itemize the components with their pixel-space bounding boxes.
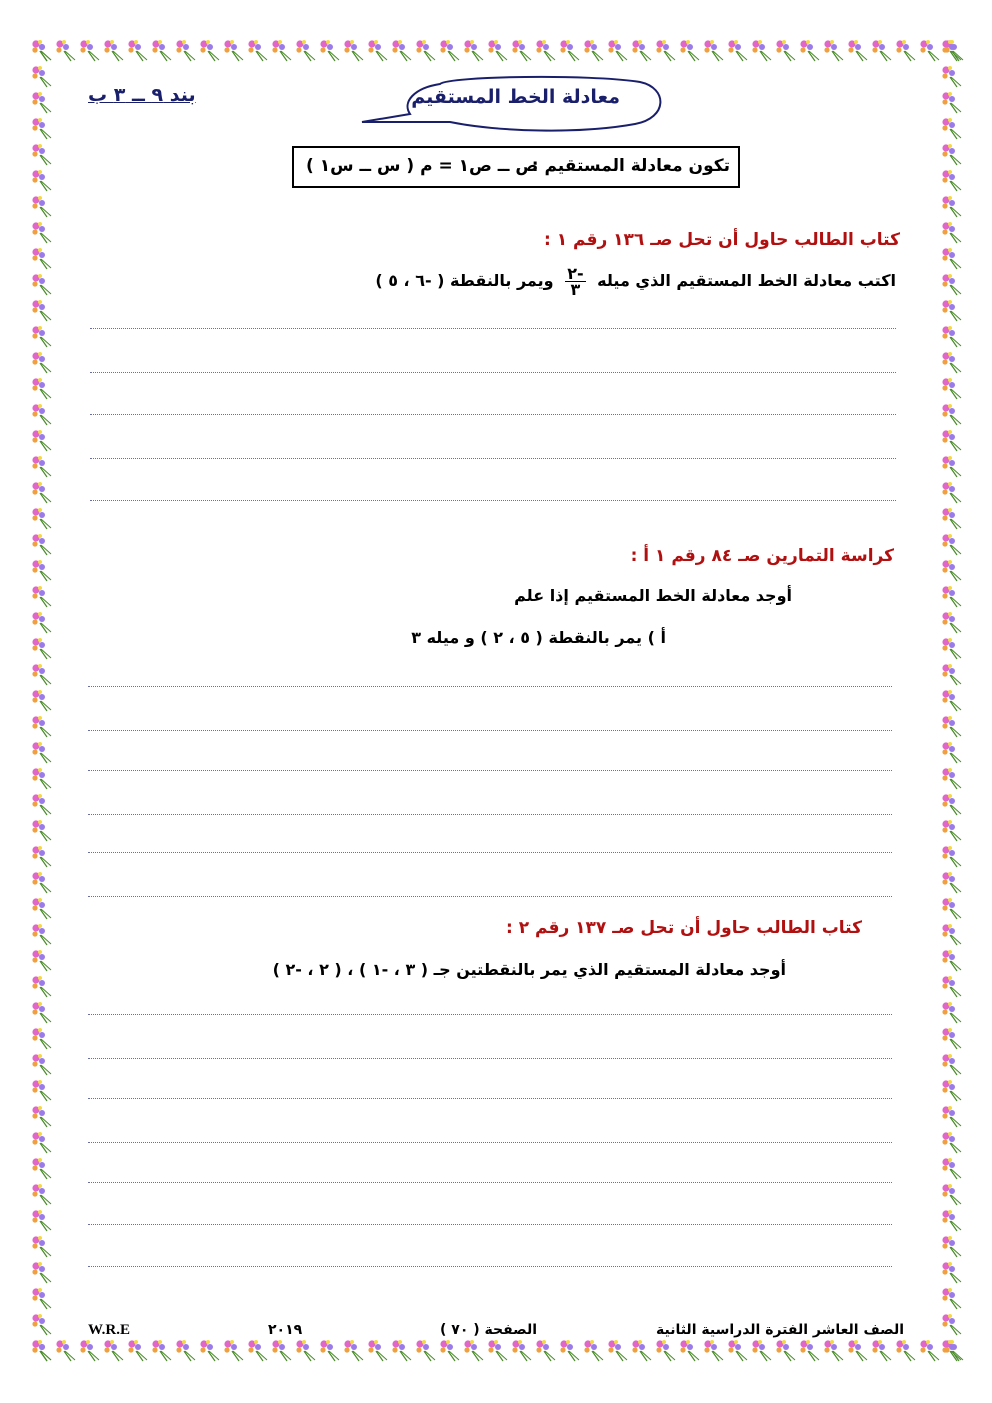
exercise-1-prompt <box>375 266 896 297</box>
answer-line <box>90 500 896 501</box>
answer-line <box>90 458 896 459</box>
answer-line <box>90 328 896 329</box>
footer-year: ٢٠١٩ <box>268 1322 303 1338</box>
border-left <box>28 38 54 1364</box>
exercise-2-prompt: أوجد معادلة الخط المستقيم إذا علم <box>514 586 792 605</box>
answer-line <box>90 372 896 373</box>
answer-line <box>88 1142 892 1143</box>
formula-label: تكون معادلة المستقيم : <box>531 156 730 176</box>
answer-line <box>88 686 892 687</box>
footer-page-number: الصفحة ( ٧٠ ) <box>440 1322 538 1338</box>
exercise-2-item-a: أ ) يمر بالنقطة ( ٥ ، ٢ ) و ميله ٣ <box>411 628 666 647</box>
slope-numerator: -٢ <box>567 264 584 283</box>
footer-author: W.R.E <box>88 1322 130 1338</box>
exercise-1-prompt-end: ويمر بالنقطة ( -٦ ، ٥ ) <box>375 271 554 290</box>
section-reference: بند ٩ ــ ٣ ب <box>88 84 196 106</box>
answer-line <box>88 1266 892 1267</box>
page-title: معادلة الخط المستقيم <box>411 86 620 108</box>
border-top <box>28 38 964 64</box>
exercise-2-heading: كراسة التمارين صـ ٨٤ رقم ١ أ : <box>630 546 894 566</box>
answer-line <box>88 1014 892 1015</box>
slope-fraction <box>565 266 585 297</box>
answer-line <box>88 852 892 853</box>
answer-line <box>88 1224 892 1225</box>
formula-expression: ص ــ ص١ = م ( س ــ س١ ) <box>306 156 539 176</box>
exercise-1-prompt-start: اكتب معادلة الخط المستقيم الذي ميله <box>597 271 896 290</box>
answer-line <box>88 814 892 815</box>
answer-line <box>88 1182 892 1183</box>
exercise-3-heading: كتاب الطالب حاول أن تحل صـ ١٣٧ رقم ٢ : <box>505 918 862 938</box>
answer-line <box>88 770 892 771</box>
answer-line <box>88 1058 892 1059</box>
slope-denominator: ٣ <box>570 280 581 299</box>
answer-line <box>88 896 892 897</box>
exercise-1-heading: كتاب الطالب حاول أن تحل صـ ١٣٦ رقم ١ : <box>543 230 900 250</box>
answer-line <box>90 414 896 415</box>
answer-line <box>88 730 892 731</box>
exercise-3-prompt: أوجد معادلة المستقيم الذي يمر بالنقطتين جـ ( ٣ ، -١ ) ، ( ٢ ، -٢ ) <box>272 960 786 979</box>
border-bottom <box>28 1338 964 1364</box>
border-right <box>938 38 964 1364</box>
answer-line <box>88 1098 892 1099</box>
formula-box <box>292 146 740 188</box>
footer-course: الصف العاشر الفترة الدراسية الثانية <box>656 1322 904 1338</box>
